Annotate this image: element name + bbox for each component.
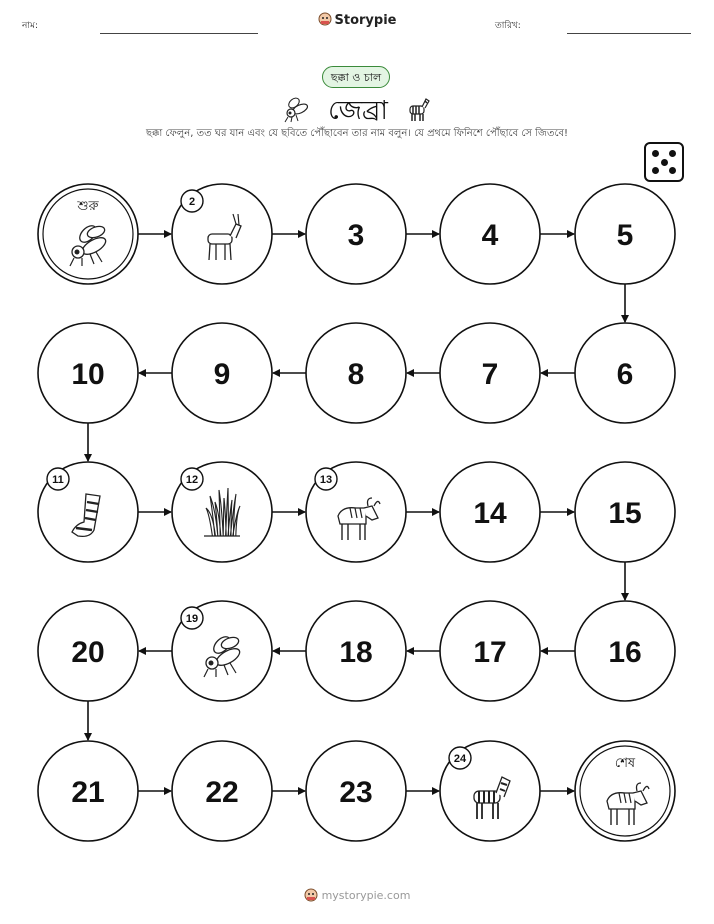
cell-number: 15 — [608, 497, 642, 530]
board-cell[interactable] — [172, 741, 272, 841]
cell-number: 5 — [616, 219, 634, 252]
cell-number: 4 — [481, 219, 499, 252]
cell-number: 8 — [347, 358, 365, 391]
board-cell[interactable] — [38, 601, 138, 701]
cell-number-badge: 11 — [52, 474, 64, 486]
cell-number: 22 — [205, 776, 239, 809]
cell-number-badge: 13 — [319, 474, 333, 486]
board-cell[interactable] — [172, 184, 272, 284]
board-cell[interactable] — [575, 323, 675, 423]
board-cell[interactable] — [575, 462, 675, 562]
storypie-logo-icon — [304, 888, 318, 902]
board-cell[interactable] — [38, 741, 138, 841]
end-cell[interactable] — [575, 741, 675, 841]
cell-number-badge: 12 — [185, 474, 199, 486]
cell-number: 14 — [473, 497, 507, 530]
cell-number-badge: 2 — [188, 196, 196, 208]
cell-number-badge: 19 — [185, 613, 199, 625]
footer — [0, 888, 714, 902]
board-cell[interactable] — [306, 184, 406, 284]
name-label: নাম: — [22, 21, 39, 31]
cell-number: 7 — [481, 358, 499, 391]
board-cell[interactable] — [575, 601, 675, 701]
title-text: জেব্রা — [328, 96, 388, 126]
cell-number: 9 — [213, 358, 231, 391]
board-cell[interactable] — [306, 462, 406, 562]
instructions: ছক্কা ফেলুন, তত ঘর যান এবং যে ছবিতে পৌঁছাবেন তার নাম বলুন। যে প্রথমে ফিনিশে পৌঁছাবে সে জিতবে! — [145, 128, 569, 139]
board-cell[interactable] — [440, 601, 540, 701]
board-cell[interactable] — [306, 323, 406, 423]
cell-number: 23 — [339, 776, 373, 809]
board-cell[interactable] — [306, 601, 406, 701]
brand-name: Storypie — [334, 13, 397, 28]
start-label: শুরু — [77, 199, 99, 214]
board-cell[interactable] — [38, 323, 138, 423]
end-label: শেষ — [614, 756, 636, 771]
board-cell[interactable] — [306, 741, 406, 841]
board-cell[interactable] — [172, 462, 272, 562]
board-cell[interactable] — [172, 601, 272, 701]
cell-number: 20 — [71, 636, 105, 669]
cell-number: 17 — [473, 636, 507, 669]
cell-number: 16 — [608, 636, 642, 669]
board-cell[interactable] — [440, 323, 540, 423]
board-cell[interactable] — [440, 184, 540, 284]
footer-url: mystorypie.com — [321, 889, 411, 902]
cell-number: 21 — [71, 776, 105, 809]
cell-number: 18 — [339, 636, 373, 669]
board-cell[interactable] — [172, 323, 272, 423]
start-cell[interactable] — [38, 184, 138, 284]
board-cell[interactable] — [575, 184, 675, 284]
cell-number-badge: 24 — [453, 753, 467, 765]
board-cell[interactable] — [440, 462, 540, 562]
cell-number: 3 — [347, 219, 365, 252]
board-cell[interactable] — [440, 741, 540, 841]
date-label: তারিখ: — [495, 21, 521, 31]
cell-number: 10 — [71, 358, 105, 391]
game-type-badge: ছক্কা ও চাল — [322, 66, 390, 88]
cell-number: 6 — [616, 358, 634, 391]
board-cell[interactable] — [38, 462, 138, 562]
